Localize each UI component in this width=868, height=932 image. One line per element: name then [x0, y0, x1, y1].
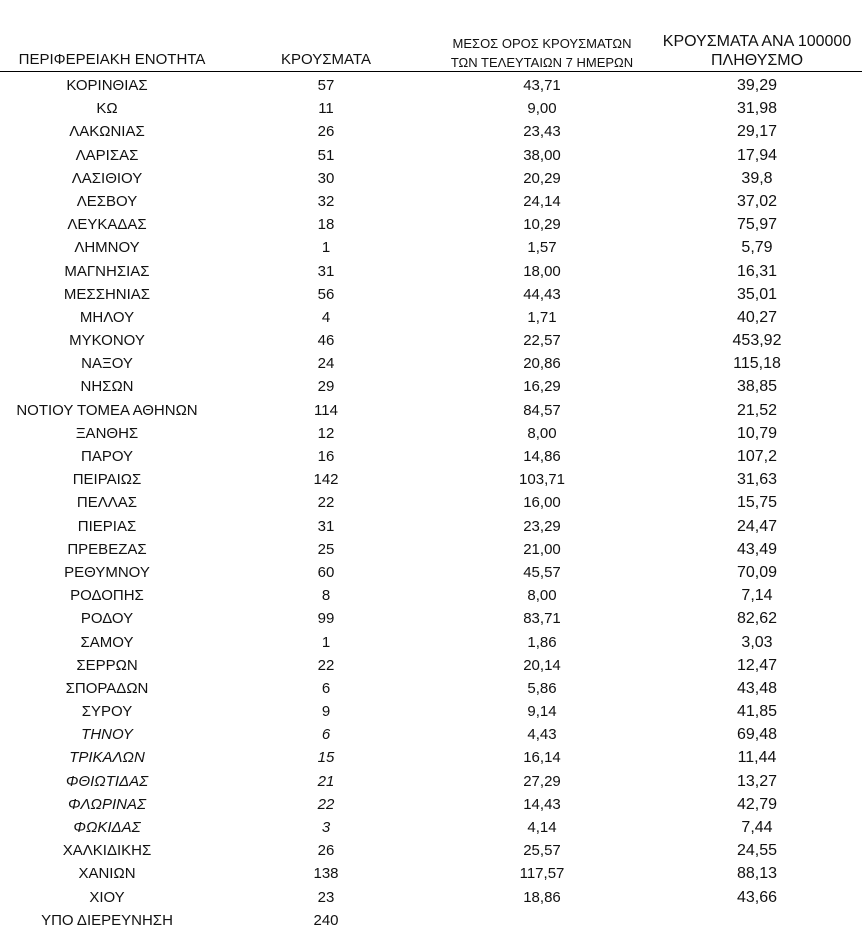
per-100k-cell: 5,79 [741, 239, 773, 257]
header-avg-7-days [436, 34, 648, 72]
per-100k-cell: 7,44 [741, 819, 773, 836]
region-cell: ΤΡΙΚΑΛΩΝ [69, 749, 145, 767]
per-100k-cell: 16,31 [736, 262, 778, 280]
avg-cell: 9,00 [527, 100, 557, 118]
cases-cell: 142 [313, 471, 339, 489]
avg-cell: 23,29 [523, 517, 561, 535]
table-row [0, 445, 868, 468]
region-cell: ΝΟΤΙΟΥ ΤΟΜΕΑ ΑΘΗΝΩΝ [16, 401, 198, 419]
region-cell: ΠΑΡΟΥ [80, 448, 134, 465]
header-per-line-2: ΠΛΗΘΥΣΜΟ [710, 52, 804, 69]
per-100k-cell: 70,09 [736, 563, 778, 581]
per-100k-cell: 82,62 [736, 610, 778, 628]
avg-cell: 9,14 [527, 703, 557, 721]
per-100k-cell: 39,29 [736, 77, 778, 94]
region-cell: ΜΥΚΟΝΟΥ [69, 332, 145, 350]
region-cell: ΠΙΕΡΙΑΣ [77, 517, 137, 535]
cases-cell: 31 [317, 517, 335, 535]
table-row [0, 607, 868, 630]
per-100k-cell: 37,02 [736, 192, 778, 210]
avg-cell: 117,57 [519, 865, 565, 883]
cases-cell: 16 [317, 448, 335, 465]
avg-cell: 20,14 [523, 656, 561, 674]
per-100k-cell: 69,48 [736, 726, 778, 744]
table-row [0, 723, 868, 746]
region-cell: ΠΕΛΛΑΣ [76, 494, 138, 512]
per-100k-cell: 31,98 [736, 100, 778, 118]
cases-cell: 30 [317, 169, 335, 187]
table-row [0, 561, 868, 584]
avg-cell: 1,57 [527, 239, 557, 257]
avg-cell: 103,71 [519, 471, 565, 489]
cases-cell: 18 [317, 216, 335, 234]
avg-cell: 16,29 [523, 378, 561, 396]
cases-cell: 57 [317, 77, 335, 94]
avg-cell [436, 909, 648, 932]
avg-cell: 20,86 [523, 355, 561, 373]
table-row [0, 120, 868, 143]
table-row [0, 283, 868, 306]
cases-cell: 46 [317, 332, 335, 350]
per-100k-cell: 40,27 [736, 308, 778, 326]
avg-cell: 25,57 [523, 842, 561, 860]
per-100k-cell: 35,01 [736, 285, 778, 303]
header-per-line-1: ΚΡΟΥΣΜΑΤΑ ΑΝΑ 100000 [662, 33, 852, 50]
table-row [0, 909, 868, 932]
region-cell: ΝΗΣΩΝ [80, 378, 134, 396]
table-row [0, 677, 868, 700]
cases-cell: 3 [321, 819, 331, 836]
region-cell: ΜΗΛΟΥ [79, 308, 135, 326]
cases-cell: 26 [317, 842, 335, 860]
per-100k-cell: 15,75 [736, 494, 778, 512]
table-row [0, 770, 868, 793]
cases-cell: 25 [317, 540, 335, 558]
table-row [0, 167, 868, 190]
per-100k-cell: 29,17 [736, 123, 778, 141]
table-row [0, 700, 868, 723]
table-row [0, 260, 868, 283]
region-cell: ΛΗΜΝΟΥ [74, 239, 140, 257]
avg-cell: 8,00 [527, 424, 557, 442]
avg-cell: 16,14 [523, 749, 561, 767]
cases-cell: 26 [317, 123, 335, 141]
region-cell: ΛΕΣΒΟΥ [76, 192, 138, 210]
region-cell: ΚΩ [96, 100, 118, 118]
table-row [0, 213, 868, 236]
region-cell: ΣΠΟΡΑΔΩΝ [65, 679, 149, 697]
region-cell: ΠΡΕΒΕΖΑΣ [67, 540, 147, 558]
cases-cell: 22 [317, 494, 335, 512]
table-row [0, 97, 868, 120]
avg-cell: 20,29 [523, 169, 561, 187]
header-underline [0, 71, 862, 72]
region-cell: ΧΑΛΚΙΔΙΚΗΣ [62, 842, 152, 860]
region-cell: ΜΕΣΣΗΝΙΑΣ [63, 285, 151, 303]
region-cell: ΦΘΙΩΤΙΔΑΣ [65, 772, 149, 790]
cases-cell: 12 [317, 424, 335, 442]
per-100k-cell: 21,52 [736, 401, 778, 419]
avg-cell: 24,14 [523, 192, 561, 210]
cases-cell: 4 [321, 308, 331, 326]
header-per-100k [650, 32, 864, 70]
avg-cell: 21,00 [523, 540, 561, 558]
region-cell: ΣΑΜΟΥ [80, 633, 134, 651]
table-row [0, 886, 868, 909]
avg-cell: 84,57 [523, 401, 561, 419]
cases-cell: 6 [321, 679, 331, 697]
cases-cell: 1 [321, 239, 331, 257]
cases-cell: 11 [318, 100, 334, 118]
region-cell: ΡΕΘΥΜΝΟΥ [64, 563, 150, 581]
avg-cell: 4,14 [527, 819, 557, 836]
avg-cell: 23,43 [523, 123, 561, 141]
region-cell: ΥΠΟ ΔΙΕΡΕΥΝΗΣΗ [41, 911, 173, 929]
avg-cell: 27,29 [523, 772, 561, 790]
cases-cell: 8 [321, 587, 331, 605]
table-row [0, 839, 868, 862]
header-region: ΠΕΡΙΦΕΡΕΙΑΚΗ ΕΝΟΤΗΤΑ [18, 51, 206, 68]
table-row [0, 793, 868, 816]
table-row [0, 399, 868, 422]
avg-cell: 44,43 [523, 285, 561, 303]
region-cell: ΛΑΚΩΝΙΑΣ [69, 123, 145, 141]
avg-cell: 1,71 [527, 308, 557, 326]
avg-cell: 8,00 [527, 587, 557, 605]
header-avg-line-2: ΤΩΝ ΤΕΛΕΥΤΑΙΩΝ 7 ΗΜΕΡΩΝ [450, 55, 634, 70]
region-cell: ΝΑΞΟΥ [81, 355, 133, 373]
table-row [0, 654, 868, 677]
avg-cell: 5,86 [527, 679, 557, 697]
avg-cell: 38,00 [523, 146, 561, 164]
region-cell: ΛΕΥΚΑΔΑΣ [67, 216, 147, 234]
region-cell: ΣΕΡΡΩΝ [76, 656, 138, 674]
cases-cell: 51 [317, 146, 335, 164]
region-cell: ΠΕΙΡΑΙΩΣ [72, 471, 142, 489]
avg-cell: 18,86 [523, 888, 561, 906]
per-100k-cell: 31,63 [736, 471, 778, 489]
table-row [0, 816, 868, 839]
per-100k-cell: 24,55 [736, 842, 778, 860]
table-row [0, 584, 868, 607]
cases-cell: 99 [317, 610, 335, 628]
region-cell: ΛΑΣΙΘΙΟΥ [71, 169, 143, 187]
avg-cell: 14,43 [523, 795, 561, 813]
table-row [0, 329, 868, 352]
per-100k-cell [650, 909, 864, 932]
avg-cell: 18,00 [523, 262, 561, 280]
cases-cell: 1 [321, 633, 331, 651]
table-row [0, 422, 868, 445]
per-100k-cell: 453,92 [732, 332, 782, 350]
per-100k-cell: 42,79 [736, 795, 778, 813]
cases-cell: 21 [317, 772, 335, 790]
table-row [0, 862, 868, 885]
avg-cell: 16,00 [523, 494, 561, 512]
table-row [0, 515, 868, 538]
cases-cell: 9 [321, 703, 331, 721]
table-row [0, 352, 868, 375]
table-row [0, 306, 868, 329]
per-100k-cell: 12,47 [736, 656, 778, 674]
per-100k-cell: 107,2 [736, 448, 778, 465]
region-cell: ΦΩΚΙΔΑΣ [73, 819, 141, 836]
region-cell: ΧΙΟΥ [89, 888, 125, 906]
avg-cell: 43,71 [523, 77, 561, 94]
per-100k-cell: 43,48 [736, 679, 778, 697]
avg-cell: 1,86 [527, 633, 557, 651]
per-100k-cell: 115,18 [733, 355, 781, 373]
cases-cell: 56 [317, 285, 335, 303]
header-cases: ΚΡΟΥΣΜΑΤΑ [281, 51, 371, 68]
cases-cell: 15 [317, 749, 335, 767]
avg-cell: 83,71 [523, 610, 561, 628]
per-100k-cell: 7,14 [741, 587, 773, 605]
cases-cell: 114 [314, 401, 338, 419]
per-100k-cell: 39,8 [741, 169, 773, 187]
per-100k-cell: 43,66 [736, 888, 778, 906]
table-row [0, 236, 868, 259]
table-row [0, 144, 868, 167]
table-row [0, 375, 868, 398]
per-100k-cell: 75,97 [736, 216, 778, 234]
table-row [0, 190, 868, 213]
cases-cell: 6 [321, 726, 331, 744]
region-cell: ΦΛΩΡΙΝΑΣ [68, 795, 146, 813]
per-100k-cell: 88,13 [736, 865, 778, 883]
region-cell: ΡΟΔΟΥ [80, 610, 134, 628]
table-body [0, 74, 868, 932]
per-100k-cell: 11,44 [737, 749, 777, 767]
cases-cell: 32 [317, 192, 335, 210]
avg-cell: 4,43 [527, 726, 557, 744]
table-row [0, 631, 868, 654]
table-row [0, 746, 868, 769]
avg-cell: 22,57 [523, 332, 561, 350]
avg-cell: 45,57 [523, 563, 561, 581]
per-100k-cell: 17,94 [736, 146, 778, 164]
avg-cell: 14,86 [523, 448, 561, 465]
cases-cell: 138 [313, 865, 339, 883]
region-cell: ΞΑΝΘΗΣ [75, 424, 139, 442]
region-cell: ΚΟΡΙΝΘΙΑΣ [66, 77, 148, 94]
region-cell: ΤΗΝΟΥ [81, 726, 133, 744]
per-100k-cell: 43,49 [736, 540, 778, 558]
table-row [0, 74, 868, 97]
region-cell: ΜΑΓΝΗΣΙΑΣ [64, 262, 150, 280]
region-cell: ΛΑΡΙΣΑΣ [75, 146, 139, 164]
table-row [0, 491, 868, 514]
header-avg-line-1: ΜΕΣΟΣ ΟΡΟΣ ΚΡΟΥΣΜΑΤΩΝ [452, 36, 632, 51]
table-row [0, 538, 868, 561]
cases-cell: 22 [317, 656, 335, 674]
cases-cell: 31 [317, 262, 335, 280]
per-100k-cell: 41,85 [736, 703, 778, 721]
cases-cell: 29 [317, 378, 335, 396]
cases-cell: 23 [317, 888, 335, 906]
avg-cell: 10,29 [523, 216, 561, 234]
cases-cell: 240 [313, 911, 339, 929]
per-100k-cell: 3,03 [741, 633, 773, 651]
cases-cell: 60 [317, 563, 335, 581]
table-row [0, 468, 868, 491]
per-100k-cell: 38,85 [736, 378, 778, 396]
region-cell: ΣΥΡΟΥ [81, 703, 133, 721]
cases-cell: 24 [317, 355, 335, 373]
per-100k-cell: 24,47 [736, 517, 778, 535]
cases-cell: 22 [317, 795, 335, 813]
region-cell: ΧΑΝΙΩΝ [78, 865, 136, 883]
region-cell: ΡΟΔΟΠΗΣ [70, 587, 144, 605]
per-100k-cell: 13,27 [736, 772, 778, 790]
per-100k-cell: 10,79 [736, 424, 778, 442]
